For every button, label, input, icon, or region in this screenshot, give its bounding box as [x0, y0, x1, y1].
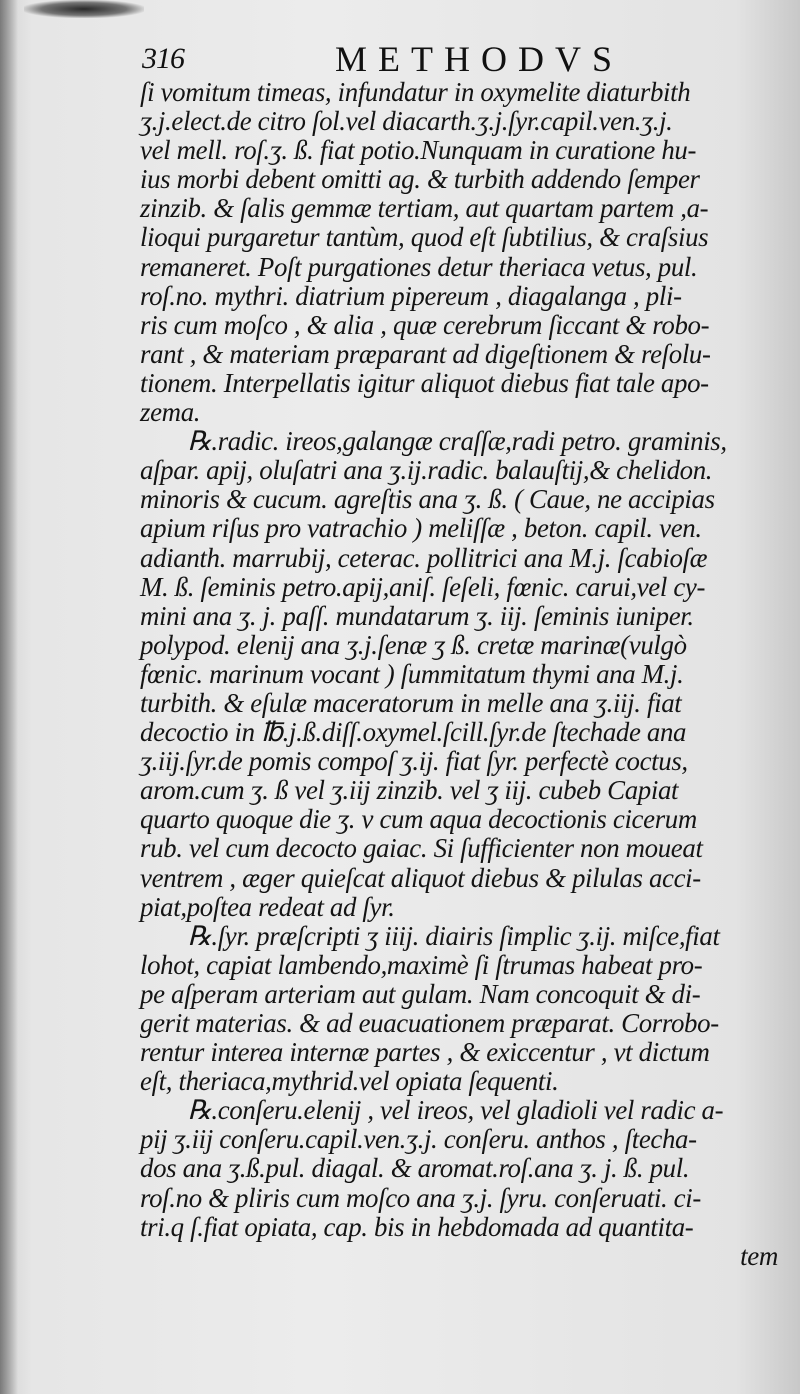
ink-blot	[24, 0, 144, 18]
text-line: pe aſperam arteriam aut gulam. Nam concoquit & di-	[140, 978, 701, 1009]
text-line: piat,poſtea redeat ad ſyr.	[140, 891, 395, 922]
text-line: ℞.ſyr. præſcripti ʒ iiij. diairis ſimplic ʒ.ij. miſce,fiat	[187, 920, 720, 951]
text-line: ʒ.iij.ſyr.de pomis compoſ ʒ.ij. fiat ſyr. perfectè coctus,	[140, 746, 688, 777]
text-line: ſi vomitum timeas, infundatur in oxymelite diaturbith	[140, 77, 691, 107]
text-line: tionem. Interpellatis igitur aliquot diebus fiat tale apo-	[140, 367, 709, 398]
text-line: quarto quoque die ʒ. v cum aqua decoctionis cicerum	[140, 804, 697, 835]
text-line: ℞.radic. ireos,galangæ craſſæ,radi petro. graminis,	[187, 426, 727, 457]
text-line: decoctio in ℔.j.ß.diſſ.oxymel.ſcill.ſyr.de ſtechade ana	[140, 717, 687, 748]
text-line: eſt, theriaca,mythrid.vel opiata ſequenti.	[140, 1066, 559, 1097]
text-line: adianth. marrubij, ceterac. pollitrici ana M.j. ſcabioſæ	[140, 542, 708, 573]
text-line: mini ana ʒ. j. paſſ. mundatarum ʒ. iij. ſeminis iuniper.	[140, 600, 694, 631]
text-line: lohot, capiat lambendo,maximè ſi ſtrumas habeat pro-	[140, 949, 703, 980]
text-line: ris cum moſco , & alia , quæ cerebrum ſiccant & robo-	[140, 309, 710, 340]
text-line: ʒ.j.elect.de citro ſol.vel diacarth.ʒ.j.ſyr.capil.ven.ʒ.j.	[140, 106, 673, 137]
text-line: ventrem , æger quieſcat aliquot diebus & pilulas acci-	[140, 862, 701, 893]
text-line: remaneret. Poſt purgationes detur theriaca vetus, pul.	[140, 251, 698, 282]
text-line: tri.q ſ.fiat opiata, cap. bis in hebdomada ad quantita-	[140, 1211, 694, 1242]
page-number: 316	[142, 42, 184, 75]
text-line: zinzib. & ſalis gemmæ tertiam, aut quartam partem ,a-	[140, 193, 709, 224]
text-line: polypod. elenij ana ʒ.j.ſenæ ʒ ß. cretæ marinæ(vulgò	[140, 629, 687, 660]
text-line: M. ß. ſeminis petro.apij,aniſ. ſeſeli, fœnic. carui,vel cy-	[140, 571, 706, 602]
text-line: fœnic. marinum vocant ) ſummitatum thymi ana M.j.	[140, 658, 684, 689]
text-line: minoris & cucum. agreſtis ana ʒ. ß. ( Caue, ne accipias	[140, 484, 715, 515]
body-text	[140, 78, 780, 1271]
text-line: roſ.no & pliris cum moſco ana ʒ.j. ſyru. conſeruati. ci-	[140, 1182, 701, 1213]
running-title: METHODVS	[335, 39, 624, 79]
text-line: ℞.conſeru.elenij , vel ireos, vel gladioli vel radic a-	[187, 1095, 724, 1126]
text-line: apium riſus pro vatrachio ) meliſſæ , beton. capil. ven.	[140, 513, 702, 544]
text-line: turbith. & eſulæ maceratorum in melle ana ʒ.iij. fiat	[140, 687, 682, 718]
gutter-shadow	[0, 0, 18, 1394]
text-line: arom.cum ʒ. ß vel ʒ.iij zinzib. vel ʒ iij. cubeb Capiat	[140, 775, 679, 806]
catchword: tem	[740, 1240, 778, 1271]
text-line: ius morbi debent omitti ag. & turbith addendo ſemper	[140, 164, 700, 195]
text-line: zema.	[140, 397, 201, 428]
text-line: rub. vel cum decocto gaiac. Si ſufficienter non moueat	[140, 833, 703, 864]
text-line: vel mell. roſ.ʒ. ß. fiat potio.Nunquam in curatione hu-	[140, 135, 697, 166]
text-line: roſ.no. mythri. diatrium pipereum , diagalanga , pli-	[140, 280, 682, 311]
text-line: rant , & materiam præparant ad digeſtionem & reſolu-	[140, 338, 711, 369]
text-line: pij ʒ.iij conſeru.capil.ven.ʒ.j. conſeru. anthos , ſtecha-	[140, 1124, 697, 1155]
text-line: lioqui purgaretur tantùm, quod eſt ſubtilius, & craſsius	[140, 222, 709, 253]
text-line: rentur interea internæ partes , & exiccentur , vt dictum	[140, 1037, 710, 1068]
text-line: gerit materias. & ad euacuationem præparat. Corrobo-	[140, 1008, 719, 1038]
text-line: aſpar. apij, oluſatri ana ʒ.ij.radic. balauſtij,& chelidon.	[140, 455, 713, 486]
text-line: dos ana ʒ.ß.pul. diagal. & aromat.roſ.ana ʒ. j. ß. pul.	[140, 1153, 690, 1184]
